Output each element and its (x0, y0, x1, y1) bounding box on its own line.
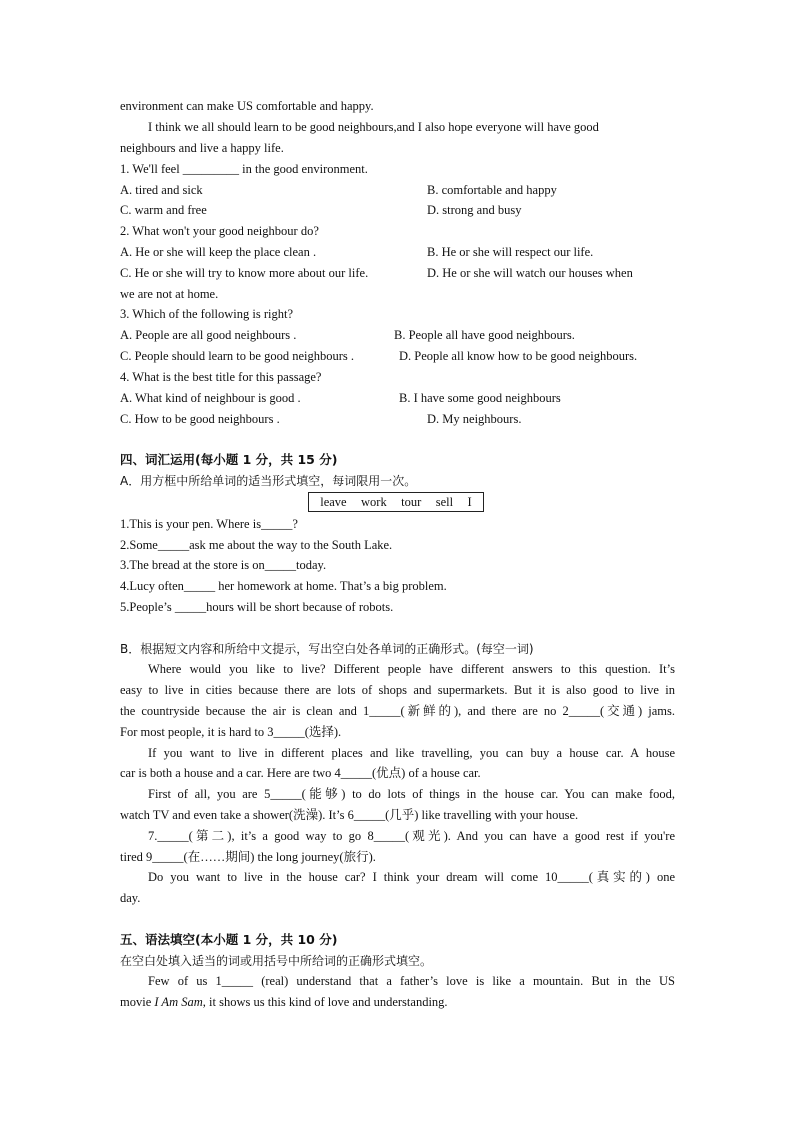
movie-title: I Am Sam (154, 995, 203, 1009)
passage-line: tired 9_____(在……期间) the long journey(旅行). (120, 850, 376, 864)
option: D. My neighbours. (427, 412, 522, 426)
option: B. He or she will respect our life. (427, 245, 594, 259)
option: B. I have some good neighbours (399, 391, 561, 405)
passage-line: the countryside because the air is clean and 1_____(新鲜的), and there are no 2_____(交通) jams. (120, 704, 675, 718)
passage-line: For most people, it is hard to 3_____(选择). (120, 725, 342, 739)
section-heading: 五、语法填空(本小题 1 分，共 10 分) (120, 932, 338, 947)
question-stem: 3. Which of the following is right? (120, 307, 294, 321)
passage-line: Do you want to live in the house car? I think your dream will come 10_____(真实的) one (148, 870, 675, 884)
option-continuation: we are not at home. (120, 287, 219, 301)
option: A. tired and sick (120, 183, 203, 197)
passage-line: watch TV and even take a shower(洗澡). It’s 6_____(几乎) like travelling with your house. (120, 808, 579, 822)
option: C. warm and free (120, 203, 207, 217)
option: D. strong and busy (427, 203, 522, 217)
section-heading: 四、词汇运用(每小题 1 分，共 15 分) (120, 452, 338, 467)
question-stem: 2. What won't your good neighbour do? (120, 224, 319, 238)
option: C. People should learn to be good neighbours . (120, 349, 354, 363)
section-instruction: 在空白处填入适当的词或用括号中所给词的正确形式填空。 (120, 954, 433, 968)
passage-line: day. (120, 891, 141, 905)
passage-line: environment can make US comfortable and happy. (120, 99, 374, 113)
section-instruction: B．根据短文内容和所给中文提示，写出空白处各单词的正确形式。(每空一词) (120, 642, 534, 656)
option: C. How to be good neighbours . (120, 412, 280, 426)
passage-line: Where would you like to live? Different people have different answers to this question. It’s (148, 662, 675, 676)
question-stem: 4. What is the best title for this passage? (120, 370, 322, 384)
question-stem: 1. We'll feel _________ in the good environment. (120, 162, 368, 176)
passage-line: Few of us 1_____ (real) understand that a father’s love is like a mountain. But in the US (148, 974, 675, 988)
option: D. People all know how to be good neighbours. (399, 349, 638, 363)
passage-line (120, 994, 448, 1010)
text-run: movie (120, 995, 155, 1009)
passage-line: 7._____(第二), it’s a good way to go 8_____(观光). And you can have a good rest if you're (148, 829, 675, 843)
fill-blank-item: 4.Lucy often_____ her homework at home. That’s a big problem. (120, 579, 447, 593)
option: D. He or she will watch our houses when (427, 266, 633, 280)
passage-line: First of all, you are 5_____(能够) to do lots of things in the house car. You can make food, (148, 787, 675, 801)
option: C. He or she will try to know more about our life. (120, 266, 369, 280)
passage-line: I think we all should learn to be good neighbours,and I also hope everyone will have good (148, 120, 599, 134)
passage-line: easy to live in cities because there are lots of shops and supermarkets. But it is also good to live in (120, 683, 675, 697)
option: A. People are all good neighbours . (120, 328, 297, 342)
option: B. People all have good neighbours. (394, 328, 575, 342)
word-box-item: tour (401, 495, 422, 509)
word-box (308, 492, 484, 512)
passage-line: neighbours and live a happy life. (120, 141, 284, 155)
fill-blank-item: 5.People’s _____hours will be short because of robots. (120, 600, 394, 614)
fill-blank-item: 1.This is your pen. Where is_____? (120, 517, 298, 531)
word-box-item: work (361, 495, 387, 509)
word-box-item: leave (320, 495, 347, 509)
fill-blank-item: 2.Some_____ask me about the way to the South Lake. (120, 538, 393, 552)
passage-line: car is both a house and a car. Here are two 4_____(优点) of a house car. (120, 766, 481, 780)
section-instruction: A．用方框中所给单词的适当形式填空，每词限用一次。 (120, 474, 417, 488)
passage-line: If you want to live in different places and like travelling, you can buy a house car. A house (148, 746, 675, 760)
option: B. comfortable and happy (427, 183, 557, 197)
fill-blank-item: 3.The bread at the store is on_____today. (120, 558, 327, 572)
word-box-item: I (467, 495, 472, 509)
word-box-item: sell (435, 495, 454, 509)
option: A. What kind of neighbour is good . (120, 391, 301, 405)
text-run: , it shows us this kind of love and understanding. (202, 995, 448, 1009)
option: A. He or she will keep the place clean . (120, 245, 317, 259)
